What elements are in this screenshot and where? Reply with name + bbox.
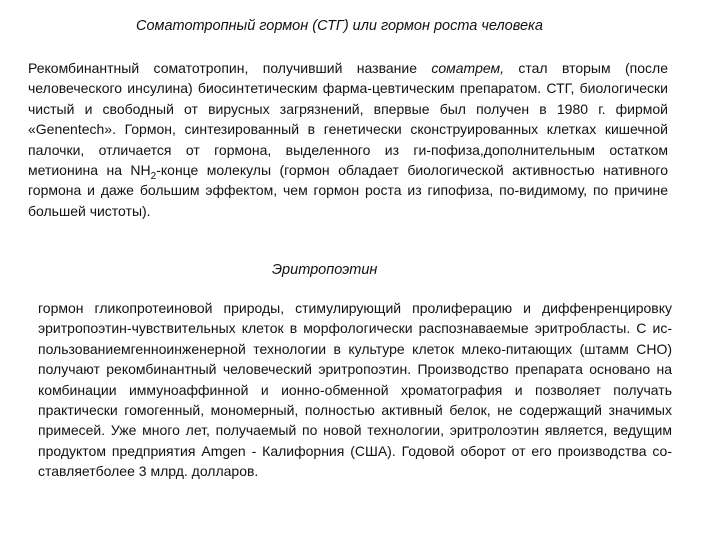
paragraph-text-part-c: -конце молекулы (гормон обладает биологической активностью нативного гормона и даже большим эффектом, чем гормон роста из гипофиза, по-видимому, по причине большей чистоты). (28, 162, 668, 219)
paragraph-text-part-a: Рекомбинантный соматотропин, получивший название (28, 60, 432, 76)
paragraph-erythropoietin: гормон гликопротеиновой природы, стимулирующий пролиферацию и диффенренцировку эритропоэтин-чувствительных клеток в морфологически распознаваемые эритробласты. С ис-пользованиемгенноинженерной технологии в культуре клеток млеко-питающих (штамм СНО) получают рекомбинантный человеческий эритропоэтин. Производство препарата основано на комбинации иммуноаффинной и ионно-обменной хроматография и позволяет получать практически гомогенный, мономерный, полностью активный белок, не содержащий значимых примесей. Уже много лет, получаемый по новой технологии, эритролоэтин является, ведущим продуктом предприятия Amgen - Калифорния (США). Годовой оборот от его производства со-ставляетболее 3 млрд. долларов. (38, 300, 672, 480)
paragraph-text-part-b: стал вторым (после человеческого инсулина) биосинтетическим фарма-цевтическим препаратом. СТГ, биологически чистый и свободный от вирусных загрязнений, впервые был получен в 1980 г. фирмой «Genentech». Гормон, синтезированный в генетически сконструированных клетках кишечной палочки, отличается от гормона, выделенного из ги-пофиза,дополнительным остатком метионина на NH (28, 60, 669, 179)
paragraph-somatotropin (28, 58, 668, 221)
section-title-erythropoietin: Эритропоэтин (272, 262, 378, 278)
subscript-two: 2 (150, 170, 157, 182)
section-title-somatotropin: Соматотропный гормон (СТГ) или гормон роста человека (136, 18, 543, 34)
drug-name-somatrem: соматрем, (431, 60, 504, 76)
